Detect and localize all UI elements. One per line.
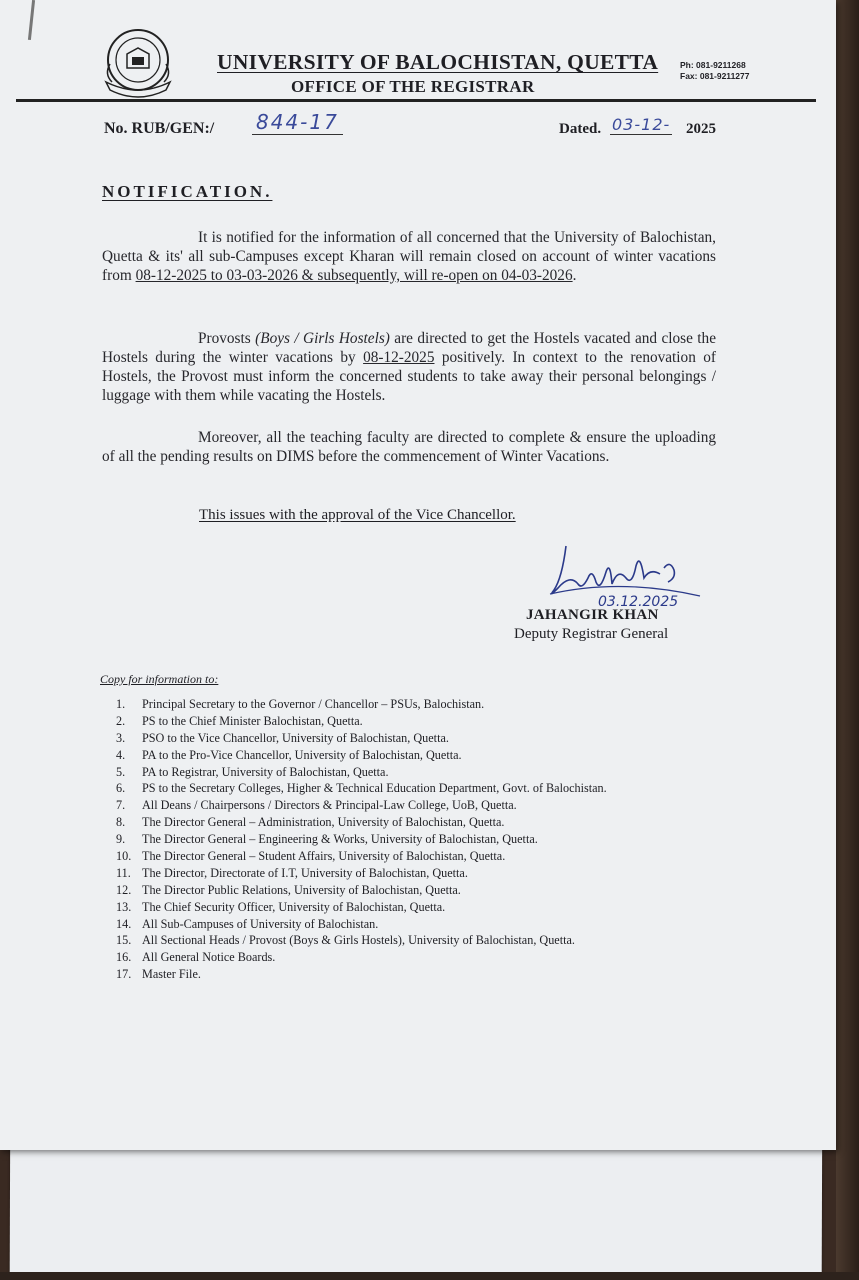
- list-item: 15. All Sectional Heads / Provost (Boys & Girls Hostels), University of Balochistan, Quetta.: [116, 933, 575, 948]
- para3-text: Moreover, all the teaching faculty are directed to complete & ensure the uploading of all the pending results on DIMS before the commencement of Winter Vacations.: [102, 429, 716, 465]
- list-item-text: PA to Registrar, University of Balochistan, Quetta.: [142, 764, 389, 779]
- approval-line: This issues with the approval of the Vice Chancellor.: [199, 507, 516, 523]
- list-item-text: All Deans / Chairpersons / Directors & Principal-Law College, UoB, Quetta.: [142, 798, 517, 813]
- reference-number-handwritten: 844-17: [252, 110, 343, 135]
- table-surface-right: [836, 0, 859, 1280]
- paragraph-vacations: [102, 228, 716, 285]
- list-item-text: Master File.: [142, 967, 201, 982]
- paragraph-results: [102, 428, 716, 466]
- list-item: 17. Master File.: [116, 967, 201, 982]
- signatory-title: Deputy Registrar General: [514, 626, 669, 642]
- phone-number: Ph: 081-9211268: [680, 60, 746, 70]
- para1-dates: 08-12-2025 to 03-03-2026 & subsequently, will re-open on 04-03-2026: [135, 267, 573, 284]
- list-item: 1. Principal Secretary to the Governor / Chancellor – PSUs, Balochistan.: [116, 697, 485, 711]
- para1-text: It is notified for the information of all concerned that the University of Balochistan, Quetta & its' all sub-Campuses except Kharan will remain closed on account of winter vacations from: [102, 229, 716, 284]
- list-item-text: PS to the Chief Minister Balochistan, Quetta.: [142, 713, 363, 728]
- reference-label: No. RUB/GEN:/: [104, 120, 215, 137]
- list-item-text: PSO to the Vice Chancellor, University of Balochistan, Quetta.: [142, 730, 449, 745]
- list-item-text: The Chief Security Officer, University of Balochistan, Quetta.: [142, 899, 446, 914]
- para2-date: 08-12-2025: [363, 349, 435, 366]
- para2-text-a: Provosts: [198, 330, 256, 347]
- header-divider: [16, 99, 816, 102]
- list-item-text: PA to the Pro-Vice Chancellor, University of Balochistan, Quetta.: [142, 747, 462, 762]
- list-item-text: All Sub-Campuses of University of Balochistan.: [142, 916, 379, 931]
- dated-year: 2025: [686, 121, 716, 137]
- list-item-text: The Director General – Administration, University of Balochistan, Quetta.: [142, 815, 505, 830]
- office-name: OFFICE OF THE REGISTRAR: [291, 77, 535, 96]
- list-item: 12. The Director Public Relations, University of Balochistan, Quetta.: [116, 882, 461, 897]
- dated-label: Dated.: [559, 121, 602, 137]
- para1-end: .: [572, 267, 577, 284]
- dated-handwritten: 03-12-: [612, 115, 671, 134]
- para2-text-b: are directed to get the Hostels vacated and close the Hostels during the winter vacations by: [102, 330, 716, 366]
- copy-list: [116, 697, 607, 984]
- list-item: 16. All General Notice Boards.: [116, 950, 276, 965]
- contact-info: [680, 60, 749, 82]
- paragraph-hostels: [102, 329, 716, 405]
- list-item: 5. PA to Registrar, University of Balochistan, Quetta.: [116, 764, 389, 779]
- list-item: 2. PS to the Chief Minister Balochistan, Quetta.: [116, 713, 363, 728]
- para2-text-c: positively. In context to the renovation of Hostels, the Provost must inform the concerned students to take away their personal belongings / luggage with them while vacating the Hostels.: [102, 349, 716, 404]
- list-item: 3. PSO to the Vice Chancellor, University of Balochistan, Quetta.: [116, 730, 449, 745]
- list-item: 11. The Director, Directorate of I.T, University of Balochistan, Quetta.: [116, 865, 468, 880]
- copy-label: Copy for information to:: [100, 672, 219, 686]
- para2-hostels: (Boys / Girls Hostels): [255, 330, 390, 347]
- list-item-text: The Director Public Relations, University of Balochistan, Quetta.: [142, 882, 461, 897]
- signature-icon: [540, 538, 740, 618]
- list-item: 10. The Director General – Student Affairs, University of Balochistan, Quetta.: [116, 849, 506, 864]
- pen-mark: [28, 0, 35, 40]
- university-seal-icon: [100, 24, 176, 100]
- list-item: 9. The Director General – Engineering & Works, University of Balochistan, Quetta.: [116, 832, 538, 847]
- fax-number: Fax: 081-9211277: [680, 71, 750, 81]
- signatory-name: JAHANGIR KHAN: [526, 607, 659, 623]
- list-item: 8. The Director General – Administration, University of Balochistan, Quetta.: [116, 815, 505, 830]
- list-item: 7. All Deans / Chairpersons / Directors & Principal-Law College, UoB, Quetta.: [116, 798, 517, 813]
- list-item-text: The Director General – Engineering & Works, University of Balochistan, Quetta.: [142, 832, 538, 847]
- list-item-text: PS to the Secretary Colleges, Higher & Technical Education Department, Govt. of Balochistan.: [142, 781, 607, 796]
- list-item: 14. All Sub-Campuses of University of Balochistan.: [116, 916, 379, 931]
- list-item-text: Principal Secretary to the Governor / Chancellor – PSUs, Balochistan.: [142, 697, 485, 711]
- list-item-text: The Director General – Student Affairs, University of Balochistan, Quetta.: [142, 849, 506, 864]
- table-surface-bottom: [0, 1272, 859, 1280]
- list-item: 13. The Chief Security Officer, University of Balochistan, Quetta.: [116, 899, 446, 914]
- signature-date: 03.12.2025: [598, 594, 679, 610]
- notification-title: NOTIFICATION.: [102, 182, 273, 201]
- university-name: UNIVERSITY OF BALOCHISTAN, QUETTA: [217, 50, 659, 74]
- list-item: 6. PS to the Secretary Colleges, Higher & Technical Education Department, Govt. of Balochistan.: [116, 781, 607, 796]
- list-item: 4. PA to the Pro-Vice Chancellor, University of Balochistan, Quetta.: [116, 747, 462, 762]
- list-item-text: The Director, Directorate of I.T, University of Balochistan, Quetta.: [142, 865, 468, 880]
- list-item-text: All General Notice Boards.: [142, 950, 276, 965]
- list-item-text: All Sectional Heads / Provost (Boys & Girls Hostels), University of Balochistan, Quetta.: [142, 933, 575, 948]
